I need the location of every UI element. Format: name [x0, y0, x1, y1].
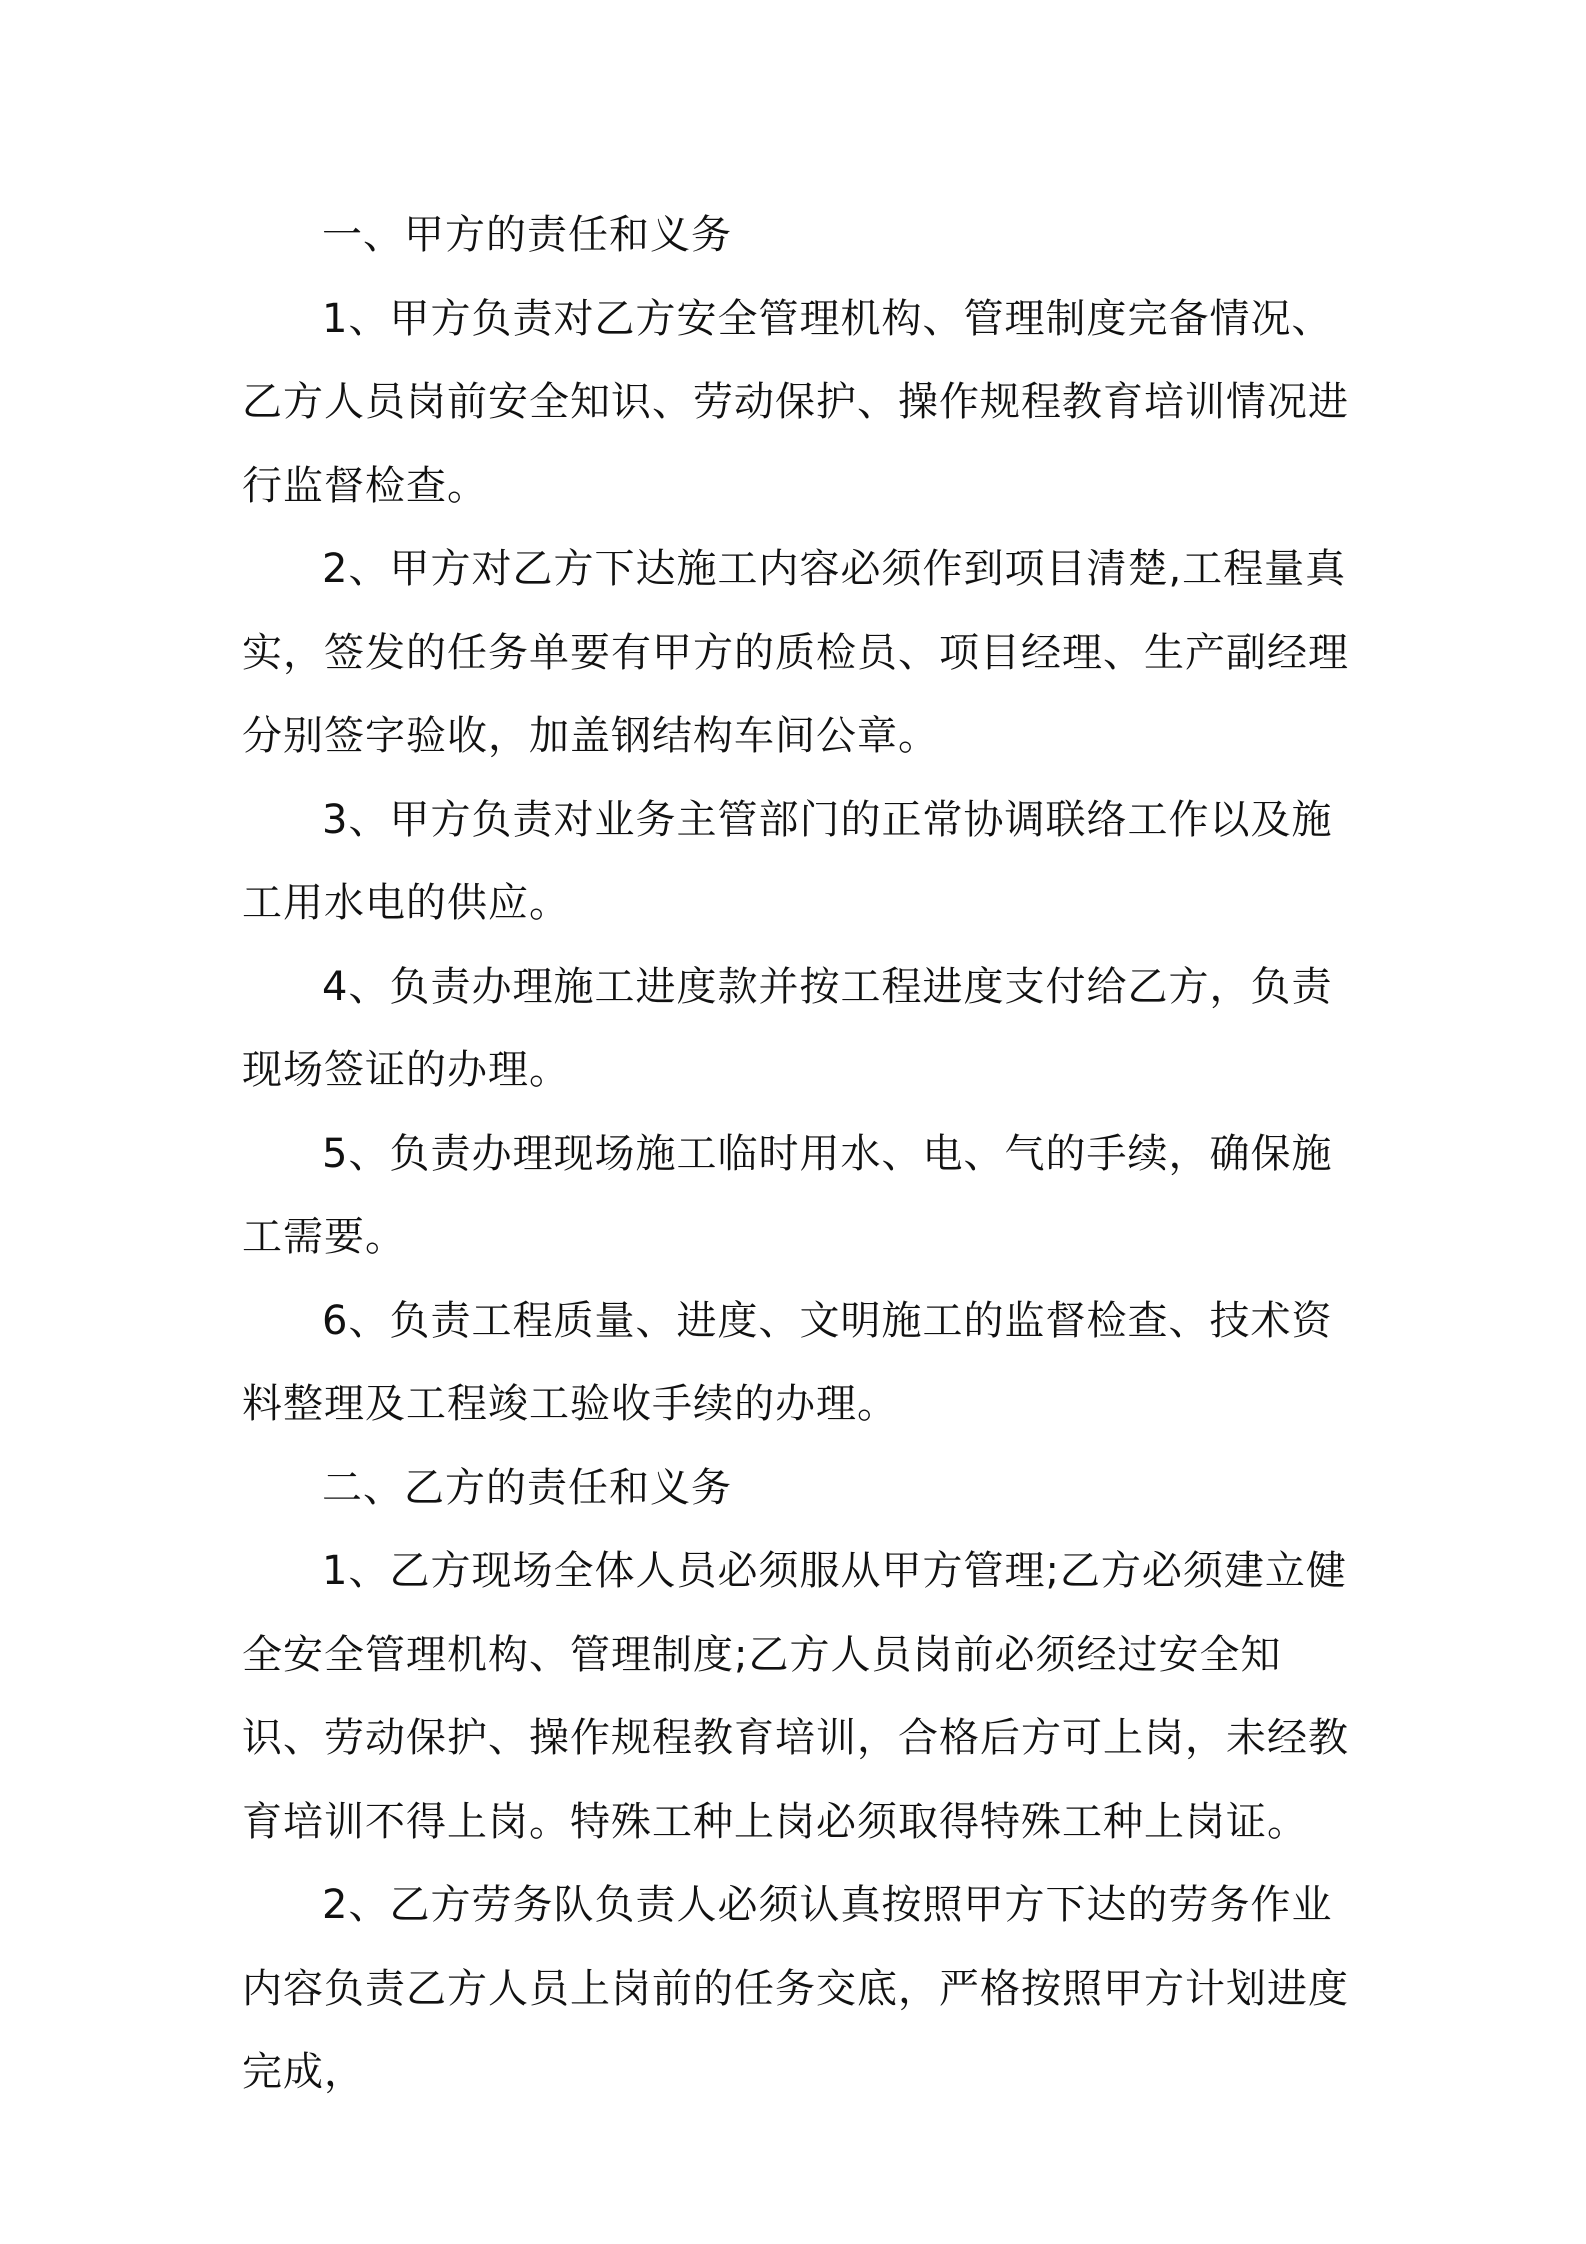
section-heading-1: 一、甲方的责任和义务 [322, 212, 732, 258]
section-1-item-6: 6、负责工程质量、进度、文明施工的监督检查、技术资料整理及工程竣工验收手续的办理。 [242, 1297, 1333, 1427]
section-2-item-2: 2、乙方劳务队负责人必须认真按照甲方下达的劳务作业内容负责乙方人员上岗前的任务交底，严格按照甲方计划进度完成， [242, 1882, 1349, 2095]
section-1-item-5: 5、负责办理现场施工临时用水、电、气的手续，确保施工需要。 [242, 1130, 1333, 1260]
section-1-item-4: 4、负责办理施工进度款并按工程进度支付给乙方，负责现场签证的办理。 [242, 963, 1333, 1093]
section-1-item-3: 3、甲方负责对业务主管部门的正常协调联络工作以及施工用水电的供应。 [242, 796, 1333, 926]
section-1-item-1: 1、甲方负责对乙方安全管理机构、管理制度完备情况、乙方人员岗前安全知识、劳动保护、操作规程教育培训情况进行监督检查。 [242, 295, 1349, 509]
section-1-item-2: 2、甲方对乙方下达施工内容必须作到项目清楚,工程量真实，签发的任务单要有甲方的质检员、项目经理、生产副经理分别签字验收，加盖钢结构车间公章。 [242, 546, 1349, 759]
section-heading-2: 二、乙方的责任和义务 [322, 1464, 732, 1511]
section-2-item-1: 1、乙方现场全体人员必须服从甲方管理;乙方必须建立健全安全管理机构、管理制度;乙方人员岗前必须经过安全知识、劳动保护、操作规程教育培训，合格后方可上岗，未经教育培训不得上岗。特殊工种上岗必须取得特殊工种上岗证。 [242, 1548, 1349, 1845]
